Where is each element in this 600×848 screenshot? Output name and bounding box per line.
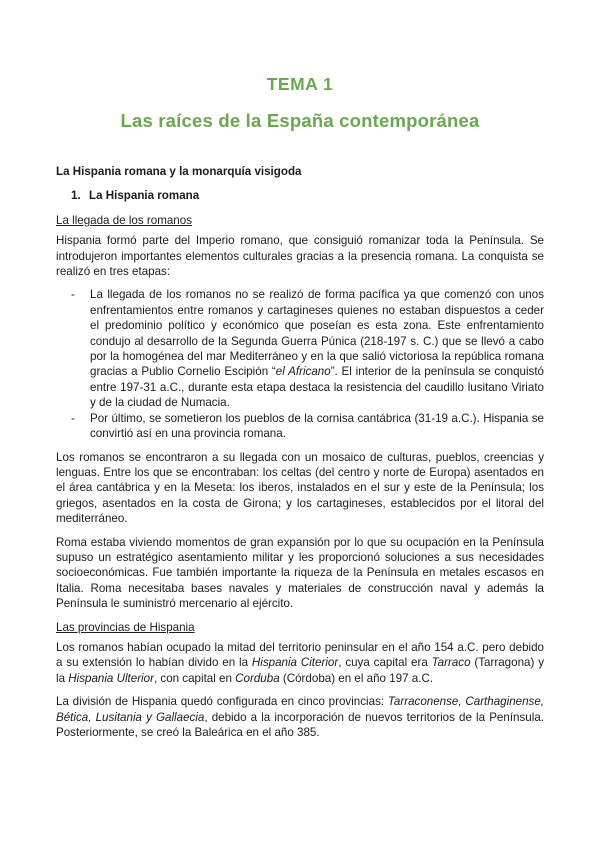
heading-llegada: La llegada de los romanos [56, 213, 192, 227]
paragraph-division [56, 694, 544, 740]
italic-run: Hispania Ulterior [68, 671, 154, 685]
document-body [56, 164, 544, 748]
paragraph-intro: Hispania formó parte del Imperio romano, que consiguió romanizar toda la Península. Se introdujeron importantes elementos culturales gracias a la presencia romana. La conquista se realizó en tres etapas: [56, 234, 544, 279]
stages-list [56, 287, 544, 441]
text-run: (Córdoba) en el año 197 a.C. [279, 671, 434, 685]
page-title: TEMA 1 [266, 74, 334, 94]
text-run: (Tarragona) y la [56, 656, 544, 685]
subsection-label: La Hispania romana [89, 189, 200, 203]
list-item-italic: el Africano [275, 365, 331, 379]
heading-provincias: Las provincias de Hispania [56, 620, 195, 634]
text-run: La división de Hispania quedó configurada en cinco provincias: [56, 695, 388, 709]
italic-run: Tarraconense, Carthaginense, Bética, Lusitania y Gallaecia [56, 695, 545, 724]
subsection-number: 1. [71, 189, 81, 203]
text-run: Los romanos habían ocupado la mitad del territorio peninsular en el año 154 a.C. pero debido a su extensión lo habían divido en la [56, 640, 544, 670]
text-run: , cuya capital era [338, 656, 432, 670]
paragraph-mitad [56, 640, 544, 686]
italic-run: Corduba [235, 671, 280, 685]
list-item [71, 287, 545, 410]
paragraph-roma: Roma estaba viviendo momentos de gran expansión por lo que su ocupación en la Península supuso un estratégico asentamiento militar y les proporcionó soluciones a sus necesidades socioeconómicas. Fue también importante la riqueza de la Península en metales escasos en Italia. Roma necesitaba bases navales y materiales de construcción naval y además la Península le suministró mercenario al ejército. [56, 535, 544, 611]
page-subtitle: Las raíces de la España contemporánea [120, 110, 480, 131]
text-run: , con capital en [153, 671, 236, 685]
dash-marker: - [71, 288, 75, 302]
italic-run: Tarraco [431, 656, 471, 670]
section-heading: La Hispania romana y la monarquía visigoda [56, 165, 302, 178]
list-item-text-end: ”. El interior de la península se conquistó entre 197-31 a.C., durante esta etapa destaca la resistencia del caudillo lusitano Viriato y de la ciudad de Numacia. [90, 365, 545, 410]
dash-marker: - [71, 411, 75, 425]
italic-run: Hispania Citerior [251, 656, 339, 670]
list-item-text: La llegada de los romanos no se realizó de forma pacífica ya que comenzó con unos enfrentamientos entre romanos y cartagineses quienes no estaban dispuestos a ceder el predominio político y económico que poseían es esta zona. Este enfrentamiento condujo al desarrollo de la Segunda Guerra Púnica (218-197 s. C.) que se llevó a cabo por la homogénea del mar Mediterráneo y en la que salió victoriosa la república romana gracias a Publio Cornelio Escipión “ [90, 288, 544, 379]
list-item-text: Por último, se sometieron los pueblos de la cornisa cantábrica (31-19 a.C.). Hispania se convirtió así en una provincia romana. [90, 411, 544, 441]
paragraph-culturas: Los romanos se encontraron a su llegada con un mosaico de culturas, pueblos, creencias y lenguas. Entre los que se encontraban: los celtas (del centro y norte de Europa) asentados en el área cantábrica y en la Meseta: los iberos, instalados en el sur y este de la Península; los griegos, asentados en la costa de Girona; y los cartagineses, establecidos por el litoral del mediterráneo. [56, 450, 544, 526]
subsection-heading [56, 188, 544, 203]
list-item [71, 411, 544, 442]
text-run: , debido a la incorporación de nuevos territorios de la Península. Posteriormente, se creó la Baleárica en el año 385. [56, 710, 544, 739]
